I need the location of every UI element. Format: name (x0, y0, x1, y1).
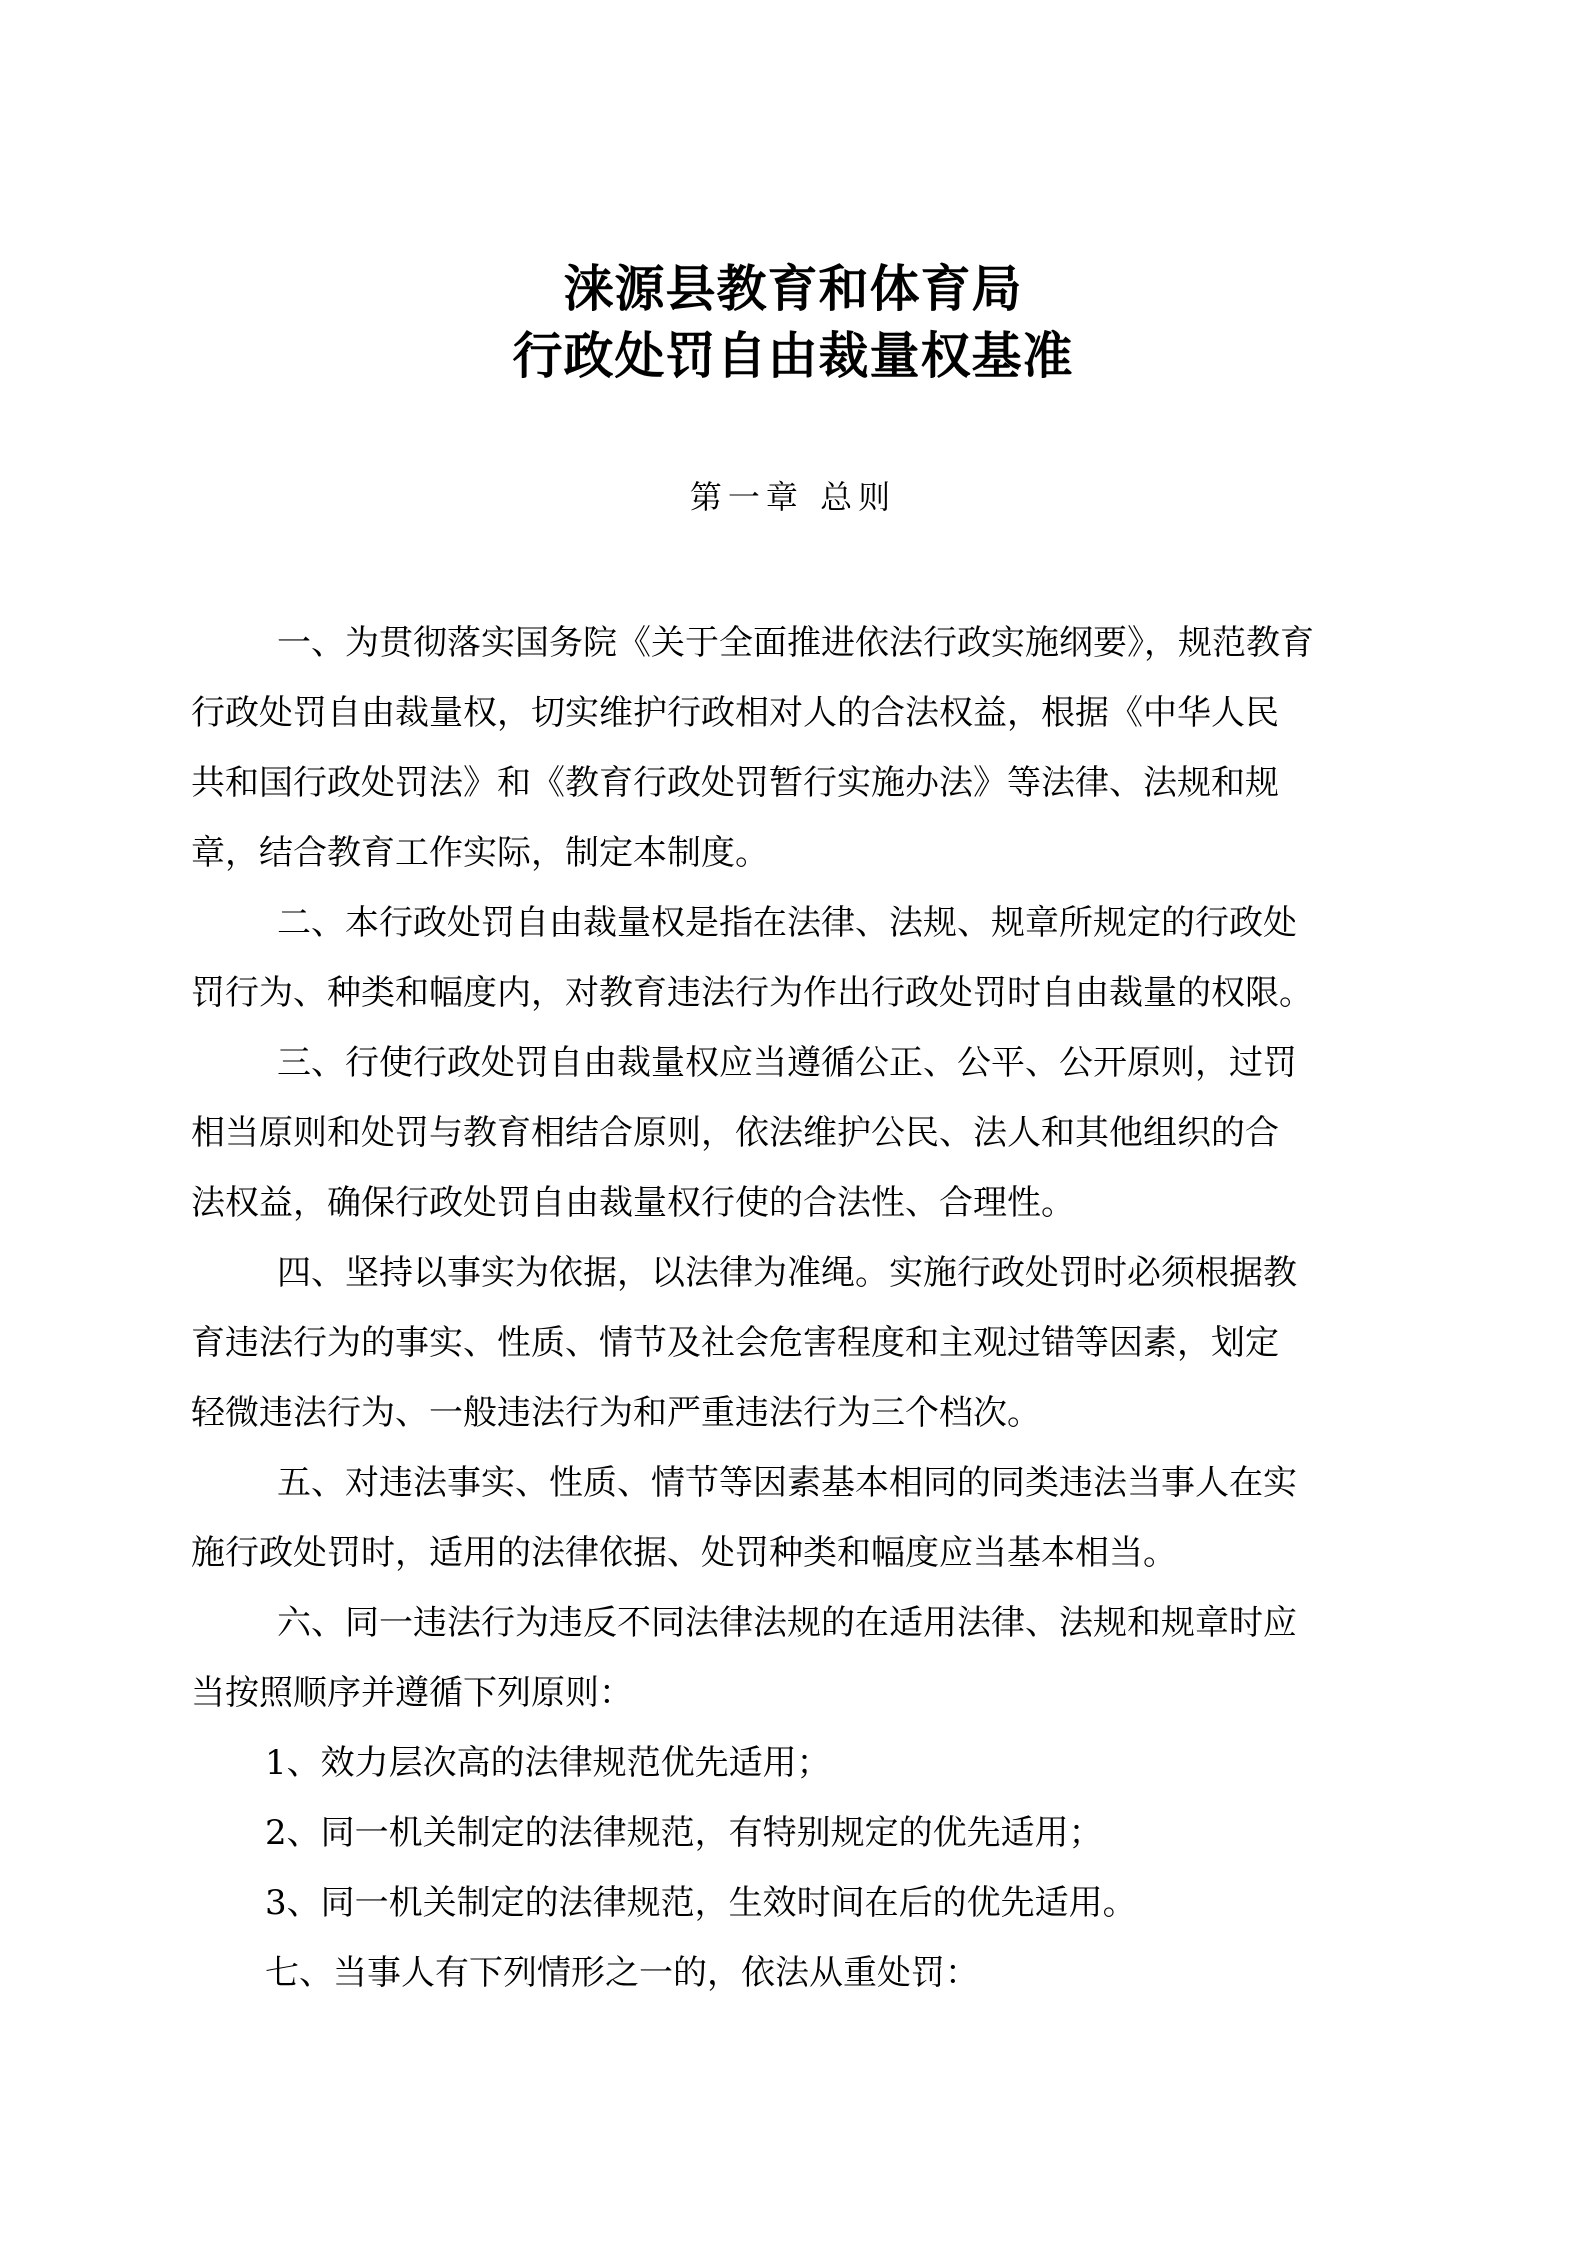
paragraph-6-line: 当按照顺序并遵循下列原则： (191, 1673, 633, 1713)
paragraph-5-line: 施行政处罚时，适用的法律依据、处罚种类和幅度应当基本相当。 (191, 1533, 1177, 1573)
list-item: 3、同一机关制定的法律规范，生效时间在后的优先适用。 (265, 1883, 1137, 1923)
paragraph-4-line: 四、坚持以事实为依据，以法律为准绳。实施行政处罚时必须根据教 (277, 1253, 1297, 1293)
paragraph-1-line: 行政处罚自由裁量权，切实维护行政相对人的合法权益，根据《中华人民 (191, 693, 1279, 733)
document-title-line-2: 行政处罚自由裁量权基准 (512, 327, 1074, 385)
paragraph-4-line: 轻微违法行为、一般违法行为和严重违法行为三个档次。 (191, 1393, 1041, 1433)
paragraph-3-line: 法权益，确保行政处罚自由裁量权行使的合法性、合理性。 (191, 1183, 1075, 1223)
list-item: 1、效力层次高的法律规范优先适用； (265, 1743, 831, 1783)
chapter-heading: 第一章 总则 (689, 478, 897, 516)
document-title-line-1: 涞源县教育和体育局 (563, 260, 1023, 318)
paragraph-2-line: 罚行为、种类和幅度内，对教育违法行为作出行政处罚时自由裁量的权限。 (191, 973, 1313, 1013)
paragraph-1-line: 一、为贯彻落实国务院《关于全面推进依法行政实施纲要》，规范教育 (277, 623, 1314, 663)
paragraph-1-line: 章，结合教育工作实际，制定本制度。 (191, 833, 769, 873)
paragraph-2-line: 二、本行政处罚自由裁量权是指在法律、法规、规章所规定的行政处 (277, 903, 1297, 943)
paragraph-3-line: 相当原则和处罚与教育相结合原则，依法维护公民、法人和其他组织的合 (191, 1113, 1279, 1153)
paragraph-1-line: 共和国行政处罚法》和《教育行政处罚暂行实施办法》等法律、法规和规 (191, 763, 1279, 803)
paragraph-5-line: 五、对违法事实、性质、情节等因素基本相同的同类违法当事人在实 (277, 1463, 1297, 1503)
body-text (191, 608, 1401, 2008)
paragraph-4-line: 育违法行为的事实、性质、情节及社会危害程度和主观过错等因素，划定 (191, 1323, 1279, 1363)
paragraph-3-line: 三、行使行政处罚自由裁量权应当遵循公正、公平、公开原则，过罚 (277, 1043, 1297, 1083)
list-item: 2、同一机关制定的法律规范，有特别规定的优先适用； (265, 1813, 1103, 1853)
paragraph-6-line: 六、同一违法行为违反不同法律法规的在适用法律、法规和规章时应 (277, 1603, 1297, 1643)
paragraph-7-line: 七、当事人有下列情形之一的，依法从重处罚： (265, 1953, 979, 1993)
